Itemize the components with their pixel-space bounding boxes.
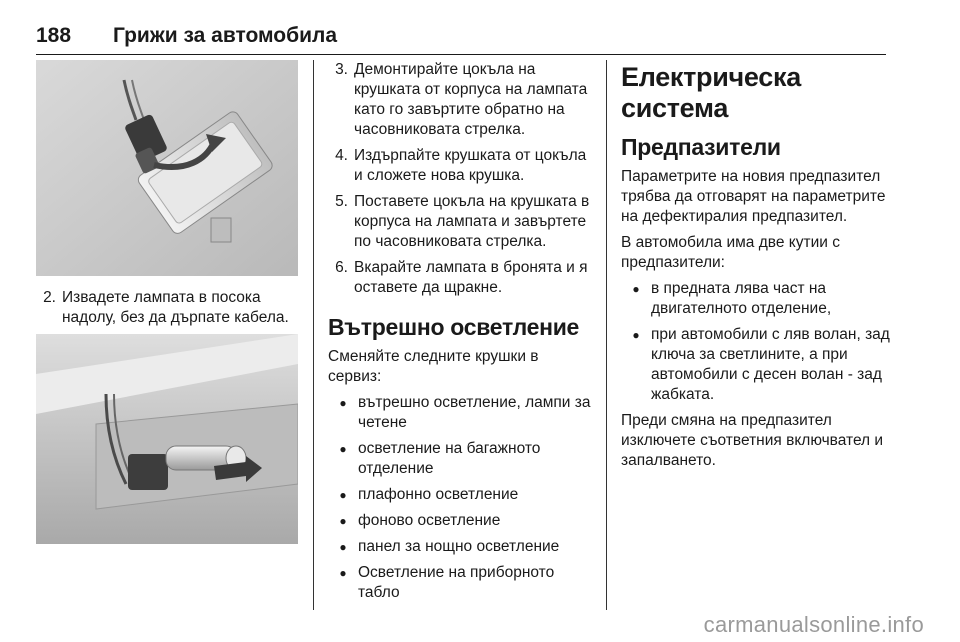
- sub-heading-fuses: Предпазители: [621, 134, 781, 160]
- paragraph: В автомобила има две кутии с предпазители:: [621, 234, 840, 271]
- step-number: 3.: [335, 61, 348, 78]
- step-2: [36, 288, 298, 328]
- list-item: ● панел за нощно осветление: [328, 537, 592, 557]
- list-item: ● в предната лява част на двигателното отделение,: [621, 279, 891, 319]
- step-text: Вкарайте лампата в бронята и я оставете да щракне.: [354, 259, 588, 296]
- watermark: carmanualsonline.info: [703, 612, 924, 637]
- list-item: ● вътрешно осветление, лампи за четене: [328, 393, 592, 433]
- section-heading-electrical: Електрическа система: [621, 62, 801, 123]
- list-item: ● фоново осветление: [328, 511, 592, 531]
- step-text: Поставете цокъла на крушката в корпуса на лампата и завъртете по часовниковата стрелка.: [354, 193, 590, 250]
- step-number: 6.: [335, 259, 348, 276]
- page-number: 188: [36, 24, 72, 47]
- step-number: 2.: [43, 289, 56, 306]
- step-5: [328, 192, 592, 252]
- bullet-icon: ●: [632, 328, 640, 342]
- bullet-icon: ●: [339, 396, 347, 410]
- column-right: [621, 60, 891, 477]
- list-item: ● Осветление на приборното табло: [328, 563, 592, 603]
- bullet-icon: ●: [339, 488, 347, 502]
- list-item: ● осветление на багажното отделение: [328, 439, 592, 479]
- bullet-icon: ●: [339, 566, 347, 580]
- list-item: ● плафонно осветление: [328, 485, 592, 505]
- paragraph: Преди смяна на предпазител изключете съответния включвател и запалването.: [621, 412, 884, 469]
- section-heading-interior-lighting: Вътрешно осветление: [328, 314, 580, 340]
- chapter-title: Грижи за автомобила: [113, 24, 338, 47]
- intro-text: Сменяйте следните крушки в сервиз:: [328, 348, 539, 385]
- figure-bulb-holder: [36, 334, 298, 544]
- bullet-icon: ●: [339, 540, 347, 554]
- step-text: Демонтирайте цокъла на крушката от корпуса на лампата като го завъртите обратно на часовниковата стрелка.: [354, 61, 588, 138]
- step-number: 5.: [335, 193, 348, 210]
- page-header: [36, 20, 886, 55]
- column-divider: [313, 60, 314, 610]
- column-middle: [328, 60, 592, 609]
- bullet-icon: ●: [632, 282, 640, 296]
- bullet-icon: ●: [339, 442, 347, 456]
- step-3: [328, 60, 592, 140]
- figure-lamp-removal: [36, 60, 298, 276]
- column-divider: [606, 60, 607, 610]
- bullet-icon: ●: [339, 514, 347, 528]
- step-6: [328, 258, 592, 298]
- step-4: [328, 146, 592, 186]
- column-left: [36, 60, 298, 544]
- paragraph: Параметрите на новия предпазител трябва да отговарят на параметрите на дефектиралия предпазител.: [621, 168, 886, 225]
- list-item: ● при автомобили с ляв волан, зад ключа за светлините, а при автомобили с десен волан - зад жабката.: [621, 325, 891, 405]
- step-number: 4.: [335, 147, 348, 164]
- step-text: Извадете лампата в посока надолу, без да дърпате кабела.: [62, 289, 289, 326]
- step-text: Издърпайте крушката от цокъла и сложете нова крушка.: [354, 147, 587, 184]
